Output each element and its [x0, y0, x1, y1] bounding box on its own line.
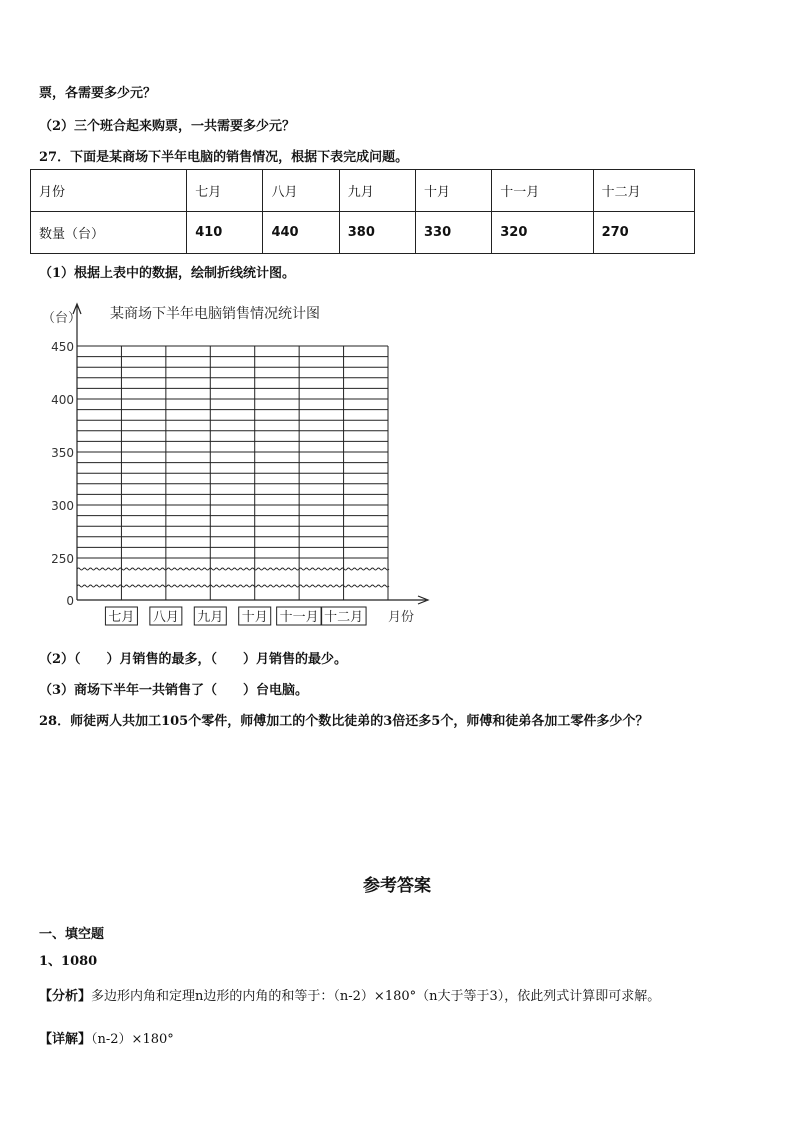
answer-section: 一、填空题	[39, 927, 105, 942]
detail-tag: 【详解】	[39, 1032, 92, 1047]
x-category-label: 八月	[152, 610, 179, 625]
table-cell: 320	[492, 212, 593, 254]
table-cell: 330	[416, 212, 492, 254]
table-row	[31, 170, 695, 212]
line-chart-grid	[30, 298, 450, 633]
y-tick-label: 0	[66, 594, 74, 608]
table-cell: 410	[187, 212, 263, 254]
x-category-label: 十一月	[279, 610, 319, 625]
answer-title: 参考答案	[363, 876, 431, 896]
y-tick-label: 300	[51, 499, 74, 513]
question-27: 27．下面是某商场下半年电脑的销售情况，根据下表完成问题。	[39, 150, 409, 165]
question-28: 28．师徒两人共加工105个零件，师傅加工的个数比徒弟的3倍还多5个，师傅和徒弟各加工零件多少个？	[39, 714, 649, 729]
question-27-part-1: （1）根据上表中的数据，绘制折线统计图。	[39, 266, 296, 281]
detail-text: （n-2）×180°	[91, 1032, 174, 1047]
y-tick-label: 350	[51, 446, 74, 460]
sales-table	[30, 169, 695, 254]
y-tick-label: 450	[51, 340, 74, 354]
x-category-label: 七月	[108, 610, 135, 625]
analysis-tag: 【分析】	[39, 989, 92, 1004]
question-27-part-2: （2）（ ）月销售的最多，（ ）月销售的最少。	[39, 652, 348, 667]
chart-title: 某商场下半年电脑销售情况统计图	[110, 306, 320, 322]
y-axis-label: （台）	[42, 311, 82, 326]
table-header-cell: 十二月	[593, 170, 694, 212]
y-tick-label: 250	[51, 552, 74, 566]
axis-break-wave	[77, 585, 389, 587]
table-cell: 380	[339, 212, 415, 254]
table-cell: 数量（台）	[31, 212, 187, 254]
axis-break-wave	[77, 568, 389, 570]
x-axis-label: 月份	[388, 610, 415, 625]
table-cell: 270	[593, 212, 694, 254]
x-category-label: 十二月	[324, 610, 364, 625]
analysis-line	[39, 985, 660, 1004]
table-header-cell: 八月	[263, 170, 339, 212]
analysis-text: 多边形内角和定理n边形的内角的和等于：（n-2）×180°（n大于等于3），依此列式计算即可求解。	[91, 989, 661, 1004]
question-text-line: （2）三个班合起来购票，一共需要多少元？	[39, 119, 296, 134]
answer-1: 1、1080	[39, 954, 98, 969]
detail-line	[39, 1028, 174, 1047]
table-header-cell: 七月	[187, 170, 263, 212]
x-category-label: 九月	[197, 610, 224, 625]
x-category-label: 十月	[241, 610, 268, 625]
table-row	[31, 212, 695, 254]
table-cell: 440	[263, 212, 339, 254]
table-header-cell: 九月	[339, 170, 415, 212]
y-tick-label: 400	[51, 393, 74, 407]
question-27-part-3: （3）商场下半年一共销售了（ ）台电脑。	[39, 683, 309, 698]
table-header-cell: 十一月	[492, 170, 593, 212]
question-text-line: 票，各需要多少元？	[39, 86, 157, 101]
table-header-cell: 月份	[31, 170, 187, 212]
table-header-cell: 十月	[416, 170, 492, 212]
